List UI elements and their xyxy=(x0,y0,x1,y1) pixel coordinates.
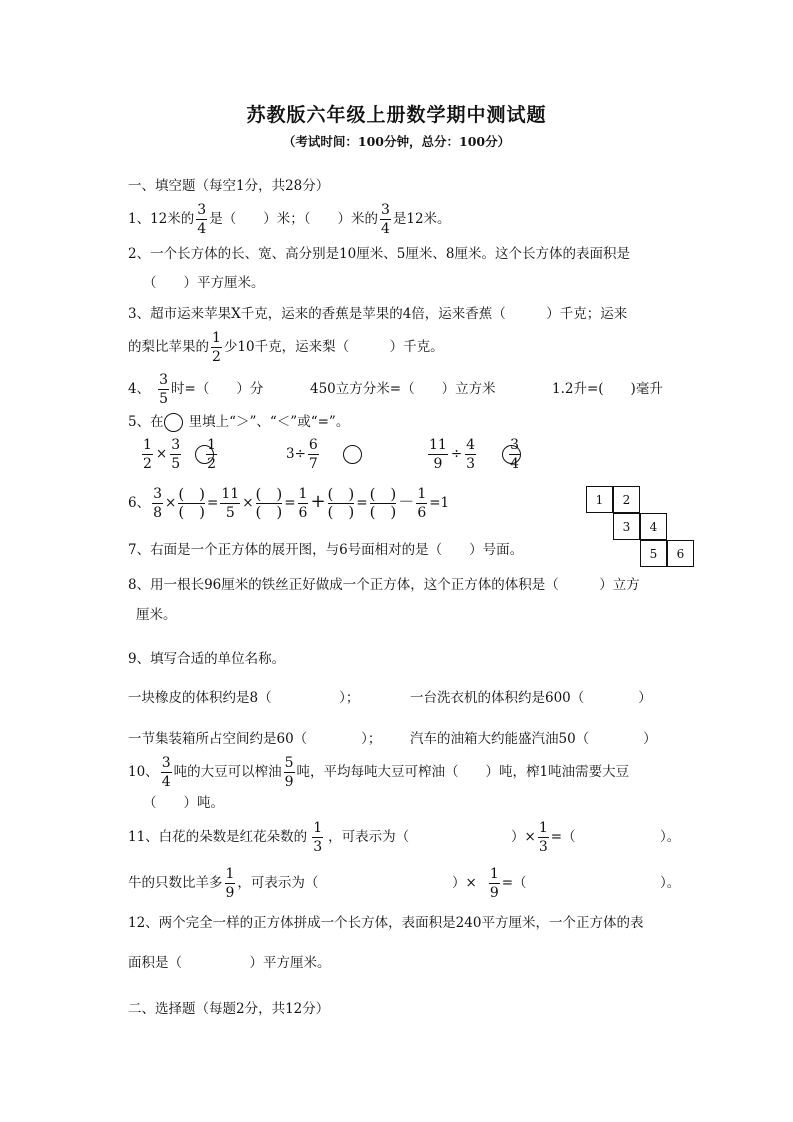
question-3-line-2: 的梨比苹果的 $\frac{1}{2}$ 少10千克，运来梨（ ）千克。 xyxy=(128,330,444,365)
question-3-line-1: 3、超市运来苹果X千克，运来的香蕉是苹果的4倍，运来香蕉（ ）千克；运来 xyxy=(128,306,628,322)
question-9-item-c: 一节集装箱所占空间约是60（ ）； xyxy=(128,731,382,747)
circle-icon xyxy=(164,413,183,432)
compare-circle-icon[interactable] xyxy=(343,445,362,464)
question-2-line-1: 2、一个长方体的长、宽、高分别是10厘米、5厘米、8厘米。这个长方体的表面积是 xyxy=(128,246,630,262)
question-10-line-2: （ ）吨。 xyxy=(143,795,224,811)
question-9-item-d: 汽车的油箱大约能盛汽油50（ ） xyxy=(410,731,657,747)
question-4-part-1: 4、 $\frac{3}{5}$ 时=（ ）分 xyxy=(128,372,264,407)
question-11-b-part-2: ）× $\frac{1}{9}$ =（ xyxy=(452,866,527,901)
question-4-part-2: 450立方分米=（ ）立方米 xyxy=(310,381,496,397)
question-11-b-end: ）。 xyxy=(660,875,681,891)
question-10-line-1: 10、 $\frac{3}{4}$ 吨的大豆可以榨油 $\frac{5}{9}$ 吨，平均每吨大豆可榨油（ ）吨，榨1吨油需要大豆 xyxy=(128,755,630,790)
net-face-6: 6 xyxy=(667,540,694,567)
question-5-expr-3: $\frac{11}{9}$ ÷ $\frac{4}{3}$ $\frac{3}{4}$ xyxy=(426,438,522,471)
section-1-heading: 一、填空题（每空1分，共28分） xyxy=(128,178,330,194)
page-title: 苏教版六年级上册数学期中测试题 xyxy=(246,104,547,126)
question-11-a-part-2: ）× $\frac{1}{3}$ =（ xyxy=(511,820,576,855)
net-face-5: 5 xyxy=(640,540,667,567)
question-8-line-2: 厘米。 xyxy=(136,607,177,623)
question-5: 5、在 里填上“＞”、“＜”或“=”。 xyxy=(128,414,350,430)
section-2-heading: 二、选择题（每题2分，共12分） xyxy=(128,1001,330,1017)
question-1: 1、12米的 $\frac{3}{4}$ 是（ ）米；（ ）米的 $\frac{3}{4}$ 是12米。 xyxy=(128,202,451,237)
page-subtitle: （考试时间：100分钟，总分：100分） xyxy=(282,134,511,149)
question-11-b-part-1: 牛的只数比羊多 $\frac{1}{9}$ ，可表示为（ xyxy=(128,866,319,901)
question-9-heading: 9、填写合适的单位名称。 xyxy=(128,651,286,667)
question-9-item-a: 一块橡皮的体积约是8（ ）； xyxy=(128,690,360,706)
question-2-line-2: （ ）平方厘米。 xyxy=(143,275,265,291)
question-11-a-end: ）。 xyxy=(660,829,681,845)
net-face-4: 4 xyxy=(640,513,667,540)
net-face-3: 3 xyxy=(613,513,640,540)
net-face-1: 1 xyxy=(586,486,613,513)
question-8-line-1: 8、用一根长96厘米的铁丝正好做成一个正方体，这个正方体的体积是（ ）立方 xyxy=(128,577,640,593)
question-5-expr-1: $\frac{1}{2}$ × $\frac{3}{5}$ $\frac{1}{2}$ xyxy=(143,437,217,472)
question-11-a-part-1: 11、白花的朵数是红花朵数的 $\frac{1}{3}$ ，可表示为（ xyxy=(128,820,410,855)
question-12-line-2: 面积是（ ）平方厘米。 xyxy=(128,955,331,971)
question-9-item-b: 一台洗衣机的体积约是600（ ） xyxy=(410,690,652,706)
question-6: 6、 $\frac{3}{8}$ × ( ) ( ) = $\frac{11}{5}$ × ( ) ( ) = $\frac{1}{6}$ + ( ) ( ) = ( ) ( ) － $\frac{1}{6}$ =1 xyxy=(128,485,450,521)
question-4-part-3: 1.2升=( )毫升 xyxy=(552,381,663,397)
question-7: 7、右面是一个正方体的展开图，与6号面相对的是（ ）号面。 xyxy=(128,542,524,558)
question-12-line-1: 12、两个完全一样的正方体拼成一个长方体，表面积是240平方厘米，一个正方体的表 xyxy=(128,915,644,931)
net-face-2: 2 xyxy=(613,486,640,513)
question-5-expr-2: 3÷ $\frac{6}{7}$ xyxy=(286,438,362,471)
